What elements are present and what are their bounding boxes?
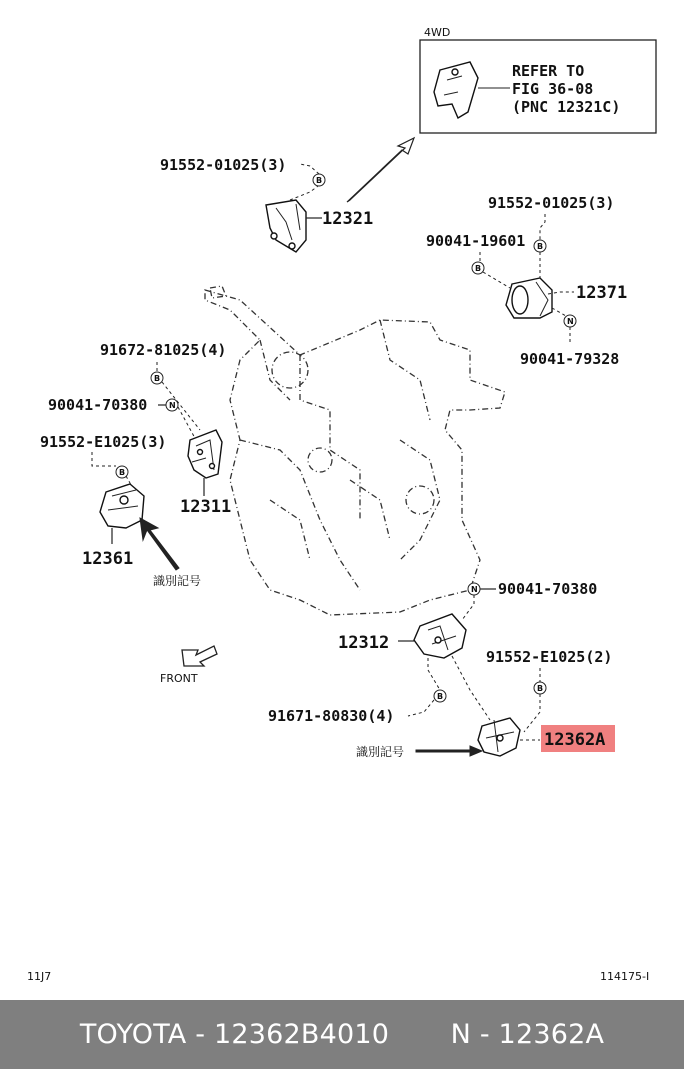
svg-text:B: B [437,692,444,701]
svg-text:B: B [154,374,161,383]
id-mark-right: 識別記号 [356,745,405,759]
svg-text:B: B [537,684,544,693]
part-12311-12361-group [40,341,231,588]
footer-text [80,1019,604,1050]
svg-text:N: N [471,585,478,594]
label-12311: 12311 [180,497,232,517]
footer-pnc: N - 12362A [450,1019,605,1050]
inset-refer-line3: (PNC 12321C) [512,98,621,116]
footer-part-number: 12362B4010 [214,1019,390,1050]
front-label: FRONT [160,672,198,685]
footer-brand: TOYOTA [79,1019,187,1050]
svg-text:N: N [567,317,574,326]
engine-outline [205,286,505,615]
label-12371: 12371 [576,283,628,303]
svg-text:B: B [119,468,126,477]
front-arrow [160,646,217,685]
arrow-to-inset-icon [347,138,414,202]
svg-text:B: B [316,176,323,185]
label-91552-e1025-right: 91552-E1025(2) [486,648,613,666]
inset-refer-line1: REFER TO [512,62,585,80]
label-91552-01025-top: 91552-01025(3) [160,156,287,174]
svg-text:B: B [475,264,482,273]
footer-bar [0,1000,684,1069]
label-90041-70380-left: 90041-70380 [48,396,148,414]
inset-tag: 4WD [424,26,451,39]
svg-text:B: B [537,242,544,251]
id-mark-arrow-left-icon [140,518,179,570]
label-91671-80830: 91671-80830(4) [268,707,395,725]
label-12361: 12361 [82,549,134,569]
svg-text:N: N [169,401,176,410]
part-12312-12362a-group [268,580,615,759]
front-arrow-icon [182,646,217,666]
inset-4wd [420,26,656,133]
label-90041-70380-right: 90041-70380 [498,580,598,598]
part-12321 [160,156,373,252]
label-91552-01025-right: 91552-01025(3) [488,194,615,212]
label-90041-79328: 90041-79328 [520,350,620,368]
label-12362a: 12362A [544,730,606,750]
code-left: 11J7 [27,970,52,983]
label-12321: 12321 [322,209,374,229]
inset-refer-line2: FIG 36-08 [512,80,594,98]
id-mark-left: 識別記号 [153,574,202,588]
id-mark-arrow-right-icon [416,746,482,756]
label-91672-81025: 91672-81025(4) [100,341,227,359]
label-90041-19601: 90041-19601 [426,232,526,250]
code-right: 114175-I [600,970,650,983]
label-91552-e1025-left: 91552-E1025(3) [40,433,167,451]
part-12371 [426,194,627,368]
footer-gap [398,1019,442,1050]
label-12312: 12312 [338,633,390,653]
footer-sep1: - [195,1019,214,1050]
